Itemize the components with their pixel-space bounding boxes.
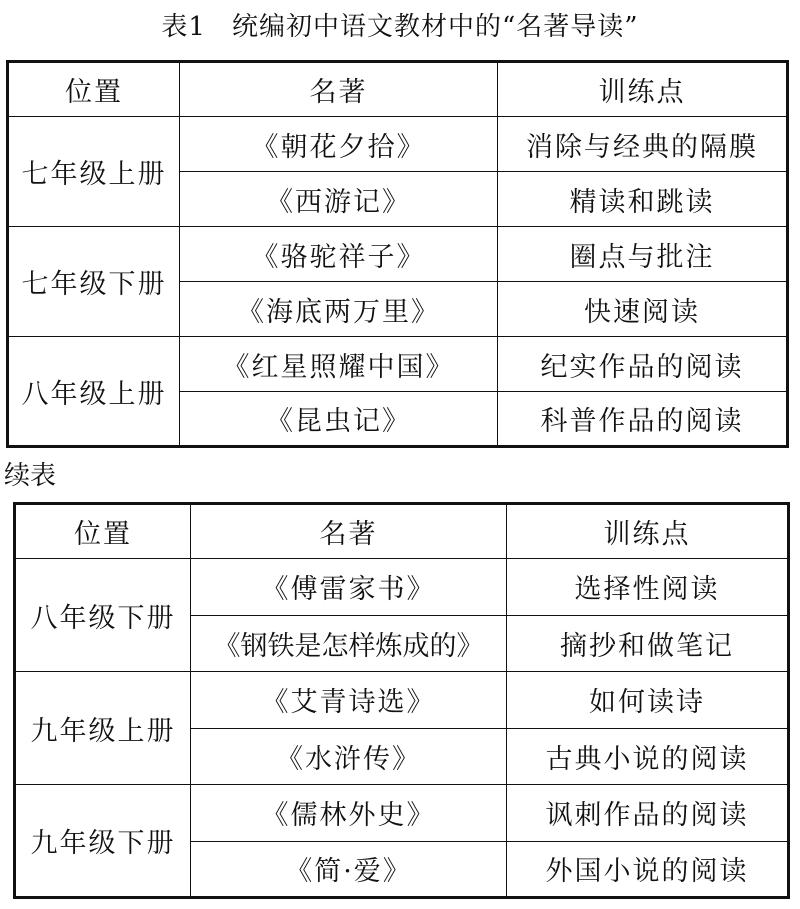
header-position: 位置: [8, 62, 180, 117]
book-cell: 《傅雷家书》: [191, 559, 507, 616]
book-cell: 《红星照耀中国》: [180, 337, 498, 392]
table-number: 表1: [161, 12, 206, 42]
header-row: [8, 62, 788, 117]
table-row: [15, 672, 789, 729]
book-cell: 《骆驼祥子》: [180, 227, 498, 282]
reading-guide-table-continued: [13, 502, 790, 899]
grade-cell: 九年级上册: [15, 672, 191, 785]
book-cell: 《水浒传》: [191, 728, 507, 785]
training-point-cell: 科普作品的阅读: [498, 392, 788, 447]
book-cell: 《儒林外史》: [191, 785, 507, 842]
table-row: [8, 117, 788, 172]
table-caption: [0, 6, 800, 43]
header-position: 位置: [15, 504, 191, 559]
training-point-cell: 快速阅读: [498, 282, 788, 337]
training-point-cell: 精读和跳读: [498, 172, 788, 227]
table-row: [8, 337, 788, 392]
training-point-cell: 圈点与批注: [498, 227, 788, 282]
book-cell: 《海底两万里》: [180, 282, 498, 337]
header-training-point: 训练点: [507, 504, 789, 559]
book-cell: 《钢铁是怎样炼成的》: [191, 615, 507, 672]
grade-cell: 七年级下册: [8, 227, 180, 337]
training-point-cell: 纪实作品的阅读: [498, 337, 788, 392]
header-row: [15, 504, 789, 559]
book-cell: 《朝花夕拾》: [180, 117, 498, 172]
header-training-point: 训练点: [498, 62, 788, 117]
training-point-cell: 古典小说的阅读: [507, 728, 789, 785]
continued-label: 续表: [4, 461, 57, 491]
training-point-cell: 外国小说的阅读: [507, 841, 789, 898]
training-point-cell: 摘抄和做笔记: [507, 615, 789, 672]
book-cell: 《西游记》: [180, 172, 498, 227]
reading-guide-table: [6, 60, 789, 448]
grade-cell: 七年级上册: [8, 117, 180, 227]
grade-cell: 九年级下册: [15, 785, 191, 898]
header-book: 名著: [191, 504, 507, 559]
book-cell: 《简·爱》: [191, 841, 507, 898]
training-point-cell: 选择性阅读: [507, 559, 789, 616]
table-title: 统编初中语文教材中的“名著导读”: [231, 12, 639, 42]
table-row: [15, 559, 789, 616]
table-row: [15, 785, 789, 842]
book-cell: 《昆虫记》: [180, 392, 498, 447]
grade-cell: 八年级上册: [8, 337, 180, 447]
training-point-cell: 如何读诗: [507, 672, 789, 729]
table-row: [8, 227, 788, 282]
training-point-cell: 消除与经典的隔膜: [498, 117, 788, 172]
training-point-cell: 讽刺作品的阅读: [507, 785, 789, 842]
book-cell: 《艾青诗选》: [191, 672, 507, 729]
grade-cell: 八年级下册: [15, 559, 191, 672]
header-book: 名著: [180, 62, 498, 117]
